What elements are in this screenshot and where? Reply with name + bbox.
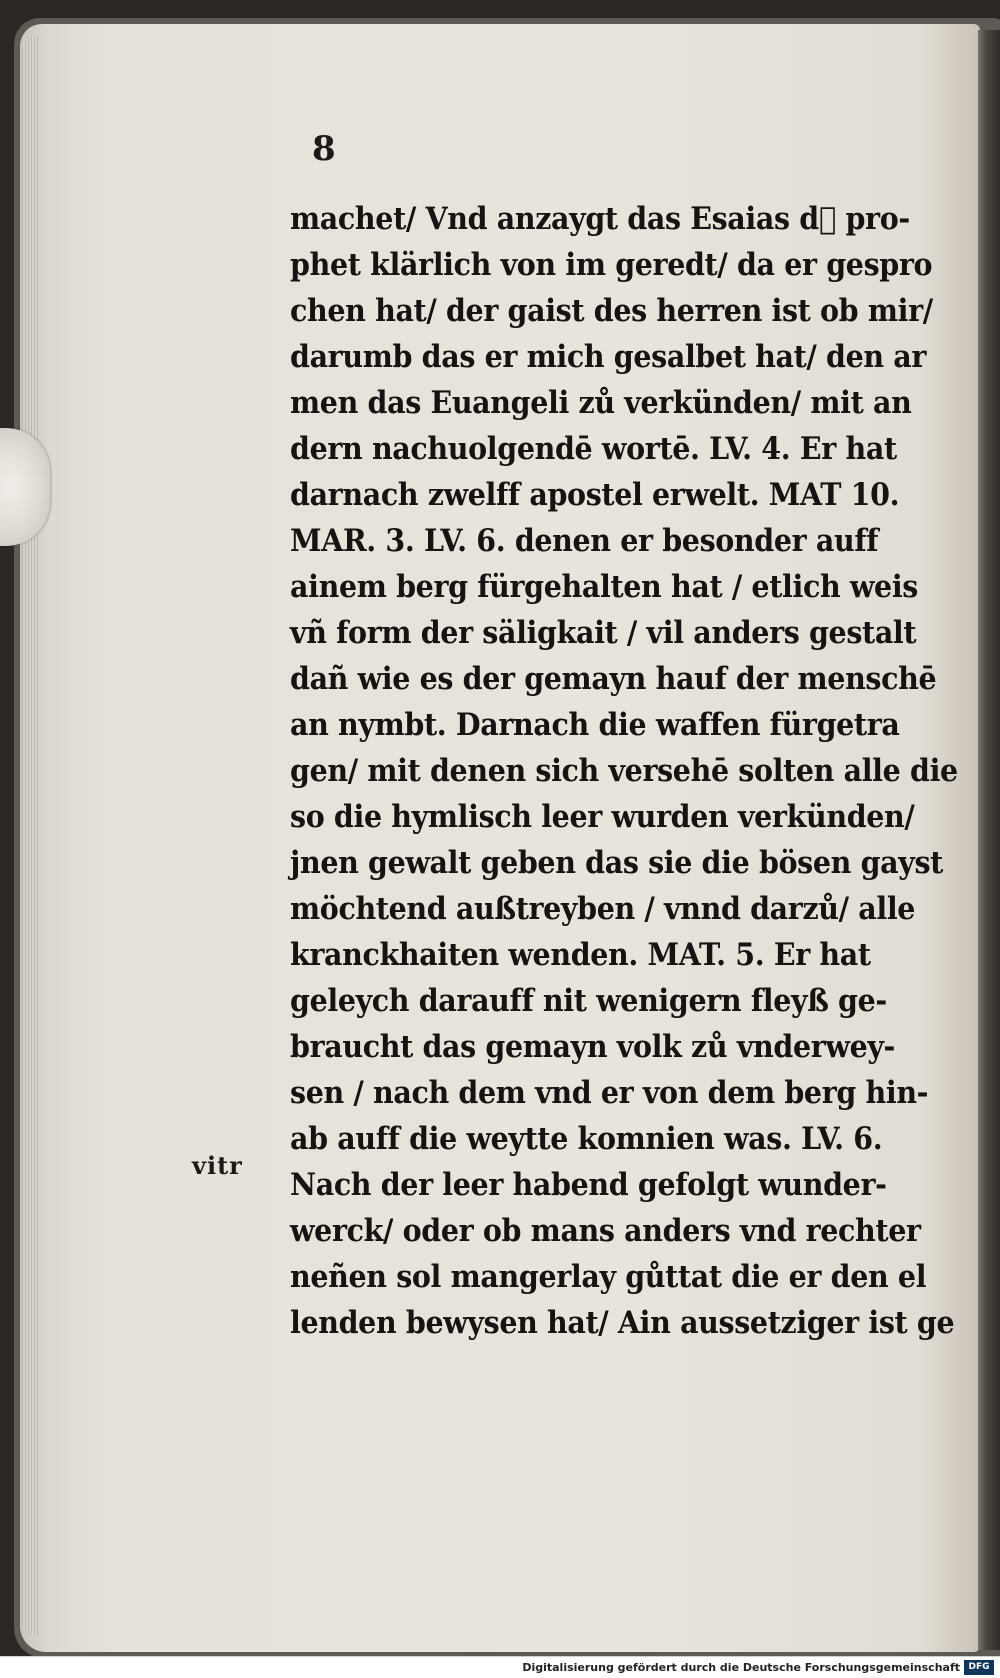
footer-bar (0, 1656, 1000, 1678)
text-line: so die hymlisch leer wurden verkünden/ (290, 799, 915, 835)
text-line: darnach zwelff apostel erwelt. MAT 10. (290, 477, 900, 513)
text-line: an nymbt. Darnach die waffen fürgetra (290, 707, 900, 743)
page-edges (22, 36, 38, 1636)
body-text (290, 196, 970, 1346)
text-line: chen hat/ der gaist des herren ist ob mir/ (290, 293, 933, 329)
text-line: ab auff die weytte komnien was. LV. 6. (290, 1121, 883, 1157)
text-line: phet klärlich von im geredt/ da er gespro (290, 247, 933, 283)
text-line: möchtend außtreyben / vnnd darzů/ alle (290, 891, 916, 927)
text-line: werck/ oder ob mans anders vnd rechter (290, 1213, 921, 1249)
page-number: 8 (312, 129, 336, 169)
text-line: vñ form der säligkait / vil anders gestalt (290, 615, 917, 651)
text-line: braucht das gemayn volk zů vnderwey- (290, 1029, 896, 1065)
text-line: ainem berg fürgehalten hat / etlich weis (290, 569, 918, 605)
text-line: lenden bewysen hat/ Ain aussetziger ist ge (290, 1305, 955, 1341)
text-line: sen / nach dem vnd er von dem berg hin- (290, 1075, 929, 1111)
text-line: kranckhaiten wenden. MAT. 5. Er hat (290, 937, 871, 973)
text-line: men das Euangeli zů verkünden/ mit an (290, 385, 912, 421)
text-line: dern nachuolgendē wortē. LV. 4. Er hat (290, 431, 897, 467)
dfg-logo-icon: DFG (964, 1660, 994, 1675)
text-line: MAR. 3. LV. 6. denen er besonder auff (290, 523, 879, 559)
book-spine-edge (978, 30, 1000, 1650)
footer-credit: Digitalisierung gefördert durch die Deutsche Forschungsgemeinschaft (522, 1661, 960, 1674)
margin-note: vitr (192, 1151, 243, 1180)
text-line: jnen gewalt geben das sie die bösen gayst (290, 845, 943, 881)
text-line: gen/ mit denen sich versehē solten alle die (290, 753, 958, 789)
text-line: dañ wie es der gemayn hauf der menschē (290, 661, 937, 697)
text-line: geleych darauff nit wenigern fleyß ge- (290, 983, 887, 1019)
text-line: machet/ Vnd anzaygt das Esaias d᷑ pro- (290, 201, 910, 237)
text-line: Nach der leer habend gefolgt wunder- (290, 1167, 887, 1203)
text-line: neñen sol mangerlay gůttat die er den el (290, 1259, 927, 1295)
text-line: darumb das er mich gesalbet hat/ den ar (290, 339, 927, 375)
